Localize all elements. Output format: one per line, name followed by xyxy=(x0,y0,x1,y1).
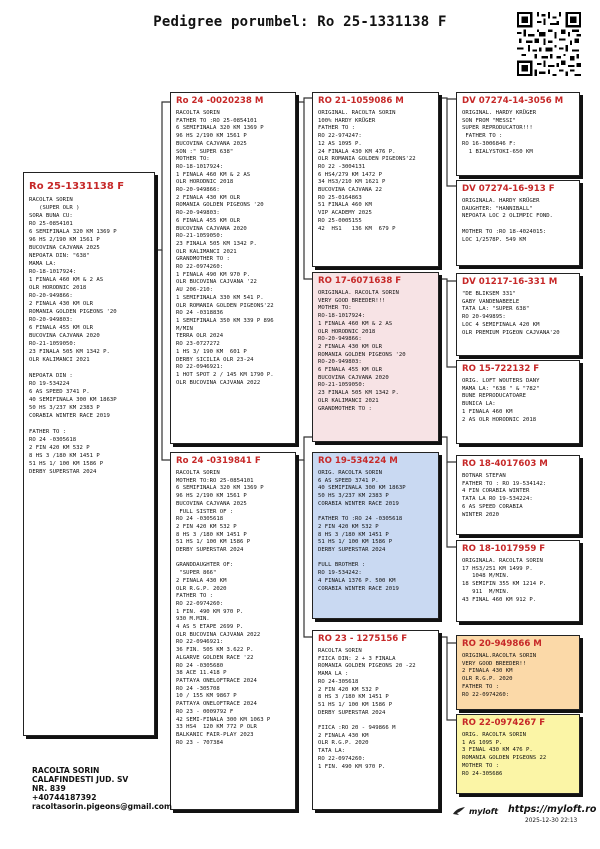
subject-ring-number: Ro 25-1331138 F xyxy=(29,181,125,192)
logo-text: myloft xyxy=(469,806,499,816)
dam-sire-sire-details: BOTNAR STEFAN FATHER TO : RO 19-534142: 4 FIN CORABIA WINTER TATA LA RO 19-534224: 6 AS SPEED CORABIA WINTER 2020 xyxy=(462,473,547,518)
breeder-phone[interactable]: +40744187392 xyxy=(32,793,97,802)
sire-sire-dam-ring-number: DV 07274-16-913 F xyxy=(462,184,555,194)
dam-dam-dam-ring-number: RO 22-0974267 F xyxy=(462,718,546,728)
dam-sire-dam-details: ORIGINALA. RACOLTA SORIN 17 HS3/251 KM 1499 P. 1048 M/MIN. 18 SEMIFIN 355 KM 1214 P. 911 M/MIN. 43 FINAL 460 KM 912 P. xyxy=(462,558,547,603)
dam-dam-sire-card[interactable] xyxy=(456,635,580,710)
site-link[interactable]: https://myloft.ro xyxy=(508,804,597,815)
sire-card[interactable] xyxy=(170,92,296,444)
dam-dam-sire-details: ORIGINAL.RACOLTA SORIN VERY GOOD BREEDER!! 2 FINALA 430 KM OLR R.G.P. 2020 FATHER TO : RO 22-0974260: xyxy=(462,653,537,698)
dam-sire-dam-card[interactable] xyxy=(456,540,580,622)
dam-dam-dam-details: ORIG. RACOLTA SORIN 1 AS 1095 P. 3 FINAL 430 KM 476 P. ROMANIA GOLDEN PIGEONS 22 MOTHER TO : RO 24-305686 xyxy=(462,732,547,777)
dam-ring-number: Ro 24 -0319841 F xyxy=(176,456,261,466)
sire-sire-sire-ring-number: DV 07274-14-3056 M xyxy=(462,96,564,106)
sire-dam-dam-card[interactable] xyxy=(456,360,580,444)
sire-dam-dam-ring-number: RO 15-722132 F xyxy=(462,364,540,374)
dam-dam-details: RACOLTA SORIN FIICA DIN: 2 + 3 FINALA ROMANIA GOLDEN PIGEONS 20 -22 MAMA LA : RO 24-305618 2 FIN 420 KM 532 P 8 HS 3 /180 KM 1451 P 51 HS 1/ 100 KM 1586 P DERBY SUPERSTAR 2024 FIICA :RO 20 - 949866 M 2 FINALA 430 KM OLR R.G.P. 2020 TATA LA: RO 22-0974260: 1 FIN. 490 KM 970 P. xyxy=(318,648,416,770)
dam-details: RACOLTA SORIN MOTHER TO:RO 25-0854101 6 SEMIFINALA 320 KM 1369 P 96 HS 2/190 KM 1561 P BUCOVINA CAJVANA 2025 FULL SISTER OF : RO 24 -0305618 2 FIN 420 KM 532 P 8 HS 3 /180 KM 1451 P 51 HS 1/ 100 KM 1586 P DERBY SUPERSTAR 2024 GRANDDAUGHTER OF: "SUPER 866" 2 FINALA 430 KM OLR R.G.P. 2020 FATHER TO : RO 22-0974260: 1 FIN. 490 KM 970 P. 930 M.MIN. 4 AS 5 ETAPE 2699 P. OLR BUCOVINA CAJVANA 2022 RO 22-0946921: 36 FIN. 505 KM 3.622 P. ALGARVE GOLDEN RACE '22 RO 24 -0305680 38 ACE 11.418 P PATTAYA ONELOFTRACE 2024 RO 24 -305708 10 / 155 KM 9867 P PATTAYA ONELOFTRACE 2024 RO 23 - 0009792 F 42 SEMI-FINALA 300 KM 1063 P 33 HS4 120 KM 772 P OLR BALKANIC FAIR-PLAY 2023 RO 23 - 707384 xyxy=(176,470,271,746)
sire-sire-ring-number: RO 21-1059086 M xyxy=(318,96,404,106)
breeder-name: RACOLTA SORIN xyxy=(32,766,100,775)
dam-sire-ring-number: RO 19-534224 M xyxy=(318,456,398,466)
sire-sire-card[interactable] xyxy=(312,92,439,267)
sire-dam-dam-details: ORIG. LOFT WOUTERS DANY MAMA LA: "638 " & "782" BUNE REPRODUCATOARE BUNICA LA: 1 FINALA 460 KM 2 AS OLR HORODNIC 2018 xyxy=(462,378,540,423)
sire-dam-details: ORIGINALA. RACOLTA SORIN VERY GOOD BREEDER!!! MOTHER TO: RO-18-1017924: 1 FINALA 460 KM & 2 AS OLR HORODNIC 2018 RO-20-949866: 2 FINALA 430 KM OLR ROMANIA GOLDEN PIGEONS '20 RO-20-949803: 6 FINALA 455 KM OLR BUCOVINA CAJVANA 2020 RO-21-1059050: 23 FINALA 505 KM 1342 P. OLR KALIMANCI 2021 GRANDMOTHER TO : xyxy=(318,290,406,412)
dam-sire-sire-ring-number: RO 18-4017603 M xyxy=(462,459,548,469)
breeder-info xyxy=(32,766,172,811)
breeder-address: CALAFINDESTI JUD. SV xyxy=(32,775,129,784)
myloft-logo xyxy=(452,806,498,816)
sire-dam-card[interactable] xyxy=(312,272,439,442)
breeder-email[interactable]: racoltasorin.pigeons@gmail.com xyxy=(32,802,172,811)
sire-sire-dam-details: ORIGINALA. HARDY KRÜGER DAUGHTER: "HANNIBALL" NEPOATA LOC 2 OLIMPIC FOND. MOTHER TO :RO 18-4024015: LOC 1/2578P. 549 KM xyxy=(462,198,553,243)
dam-sire-card[interactable] xyxy=(312,452,439,619)
dam-dam-sire-ring-number: RO 20-949866 M xyxy=(462,639,542,649)
dam-sire-sire-card[interactable] xyxy=(456,455,580,535)
dam-sire-dam-ring-number: RO 18-1017959 F xyxy=(462,544,546,554)
breeder-number: NR. 839 xyxy=(32,784,66,793)
pigeon-logo-icon xyxy=(452,806,466,816)
dam-dam-card[interactable] xyxy=(312,630,439,810)
dam-dam-ring-number: RO 23 - 1275156 F xyxy=(318,634,408,644)
sire-dam-sire-ring-number: DV 01217-16-331 M xyxy=(462,277,558,287)
sire-sire-dam-card[interactable] xyxy=(456,180,580,266)
sire-details: RACOLTA SORIN FATHER TO :RO 25-0854101 6 SEMIFINALA 320 KM 1369 P 96 HS 2/190 KM 1561 P BUCOVINA CAJVANA 2025 SON :" SUPER 638" MOTHER TO: RO-18-1017924: 1 FINALA 460 KM & 2 AS OLR HORODNIC 2018 RO-20-949866: 2 FINALA 430 KM OLR ROMANIA GOLDEN PIGEONS '20 RO-20-949803: 6 FINALA 455 KM OLR BUCOVINA CAJVANA 2020 RO-21-1059050: 23 FINALA 505 KM 1342 P. OLR KALIMANCI 2021 GRANDMOTHER TO : RO 22-0974260: 1 FINALA 490 KM 970 P. OLR BUCOVINA CAJVANA '22 AU 206-210: 1 SEMIFINALA 330 KM 541 P. OLR ROMANIA GOLDEN PIGEONS'22 RO 24 -0318836 1 SEMIFINALA 350 KM 339 P 896 M/MIN TERRA OLR 2024 RO 23-0727272 1 HS 3/ 190 KM 601 P DERBY SICILIA OLR 23-24 RO 22-0946921: 1 HOT SPOT 2 / 145 KM 1790 P. OLR BUCOVINA CAJVANA 2022 xyxy=(176,110,274,386)
sire-dam-ring-number: RO 17-6071638 F xyxy=(318,276,402,286)
sire-sire-details: ORIGINAL. RACOLTA SORIN 100% HARDY KRÜGER FATHER TO : RO 22-974247: 12 AS 1095 P. 24 FINALA 430 KM 476 P. OLR ROMANIA GOLDEN PIGEONS'22 RO 22 -3004131 6 HS4/279 KM 1472 P 34 HS3/210 KM 1621 P BUCOVINA CAJVANA 22 RO 25-0164863 51 FINALA 460 KM VIP ACADEMY 2025 RO 25-0005155 42 HS1 136 KM 679 P xyxy=(318,110,416,232)
dam-dam-dam-card[interactable] xyxy=(456,714,580,794)
subject-pigeon-card[interactable] xyxy=(23,172,155,736)
qr-code-icon xyxy=(517,12,581,76)
sire-dam-sire-details: "DE BLIKSEM 331" GABY VANDENABEELE TATA LA: "SUPER 638" RO 20-949895: LOC 4 SEMIFINALA 420 KM OLR PREMIUM PIGEON CAJVANA'20 xyxy=(462,291,560,336)
sire-dam-sire-card[interactable] xyxy=(456,273,580,356)
sire-ring-number: Ro 24 -0020238 M xyxy=(176,96,264,106)
page-title: Pedigree porumbel: Ro 25-1331138 F xyxy=(153,14,447,30)
sire-sire-sire-details: ORIGINAL. HARDY KRÜGER SON FROM "MESSI" SUPER REPRODUCATOR!!! FATHER TO : RO 16-3006846 F: 1 BIALYSTOKI-650 KM xyxy=(462,110,537,155)
dam-card[interactable] xyxy=(170,452,296,810)
generated-date: 2025-12-30 22:13 xyxy=(525,818,578,824)
subject-details: RACOLTA SORIN (SUPER OLR ) SORA BUNA CU: RO 25-0854101 6 SEMIFINALA 320 KM 1369 P 96 HS 2/190 KM 1561 P BUCOVINA CAJVANA 2025 NEPOATA DIN: "638" MAMA LA: RO-18-1017924: 1 FINALA 460 KM & 2 AS OLR HORODNIC 2018 RO-20-949866: 2 FINALA 430 KM OLR ROMANIA GOLDEN PIGEONS '20 RO-20-949803: 6 FINALA 455 KM OLR BUCOVINA CAJVANA 2020 RO-21-1059050: 23 FINALA 505 KM 1342 P. OLR KALIMANCI 2021 NEPOATA DIN : RO 19-534224 6 AS SPEED 3741 P. 40 SEMIFINALA 300 KM 1863P 50 HS 3/237 KM 2383 P CORABIA WINTER RACE 2019 FATHER TO : RO 24 -0305618 2 FIN 420 KM 532 P 8 HS 3 /180 KM 1451 P 51 HS 1/ 100 KM 1586 P DERBY SUPERSTAR 2024 xyxy=(29,197,117,475)
dam-sire-details: ORIG. RACOLTA SORIN 6 AS SPEED 3741 P. 40 SEMIFINALA 300 KM 1863P 50 HS 3/237 KM 2383 P CORABIA WINTER RACE 2019 FATHER TO :RO 24 -0305618 2 FIN 420 KM 532 P 8 HS 3 /180 KM 1451 P 51 HS 1/ 100 KM 1586 P DERBY SUPERSTAR 2024 FULL BROTHER : RO 19-534242: 4 FINALA 1376 P. 500 KM CORABIA WINTER RACE 2019 xyxy=(318,470,406,592)
sire-sire-sire-card[interactable] xyxy=(456,92,580,176)
